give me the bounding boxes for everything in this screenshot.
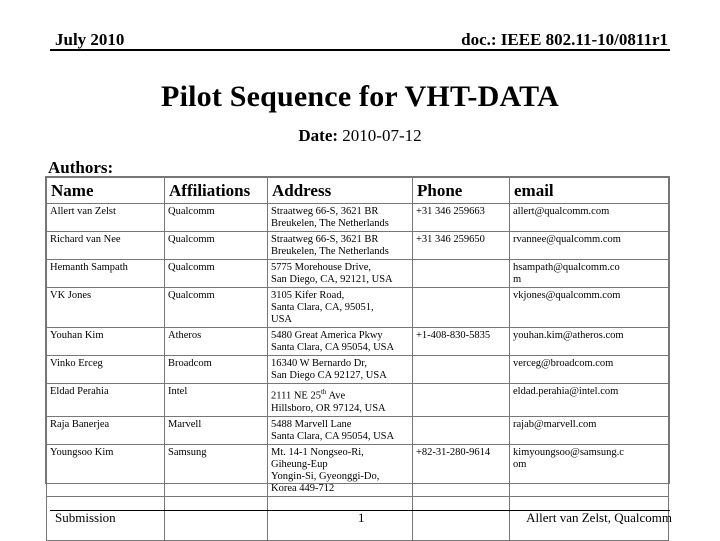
address-line: USA — [271, 314, 293, 325]
slide-date — [0, 126, 720, 146]
address-line: 5488 Marvell Lane — [271, 418, 352, 430]
address-line: Mt. 14-1 Nongseo-Ri, — [271, 446, 364, 458]
footer-submission: Submission — [55, 510, 116, 525]
email-line: youhan.kim@atheros.com — [513, 330, 624, 341]
table-header-row — [47, 178, 669, 204]
column-header-affiliations: Affiliations — [165, 178, 268, 204]
table-row — [47, 384, 669, 417]
author-affiliation-cell: Samsung — [165, 444, 268, 496]
address-line: Hillsboro, OR 97124, USA — [271, 402, 386, 414]
author-name-cell: Raja Banerjea — [47, 416, 165, 444]
author-phone-cell — [413, 288, 510, 328]
table-row — [47, 260, 669, 288]
column-header-phone: Phone — [413, 178, 510, 204]
author-affiliation-cell: Qualcomm — [165, 204, 268, 232]
address-line: Korea 449-712 — [271, 482, 335, 494]
empty-cell — [413, 496, 510, 540]
author-address-cell — [268, 444, 413, 496]
table-row — [47, 356, 669, 384]
table-row — [47, 232, 669, 260]
author-affiliation-cell: Marvell — [165, 416, 268, 444]
author-phone-cell — [413, 416, 510, 444]
table-row — [47, 444, 669, 496]
author-phone-cell: +31 346 259650 — [413, 232, 510, 260]
author-address-cell — [268, 204, 413, 232]
address-line: Breukelen, The Netherlands — [271, 218, 389, 229]
empty-cell — [268, 496, 413, 540]
author-email-cell — [510, 444, 669, 496]
email-line: verceg@broadcom.com — [513, 358, 614, 369]
author-email-cell — [510, 328, 669, 356]
address-line: Straatweg 66-S, 3621 BR — [271, 234, 379, 245]
column-header-email: email — [510, 178, 669, 204]
email-line: om — [513, 458, 527, 470]
empty-cell — [165, 496, 268, 540]
author-phone-cell: +31 346 259663 — [413, 204, 510, 232]
email-line: kimyoungsoo@samsung.c — [513, 446, 624, 458]
email-line: m — [513, 274, 522, 285]
author-address-cell — [268, 288, 413, 328]
table-row — [47, 416, 669, 444]
email-line: rvannee@qualcomm.com — [513, 234, 621, 245]
author-email-cell — [510, 204, 669, 232]
author-address-cell — [268, 356, 413, 384]
column-header-address: Address — [268, 178, 413, 204]
address-line: 16340 W Bernardo Dr, — [271, 358, 368, 369]
table-row — [47, 328, 669, 356]
author-name-cell: Hemanth Sampath — [47, 260, 165, 288]
author-phone-cell — [413, 260, 510, 288]
author-affiliation-cell: Intel — [165, 384, 268, 417]
author-affiliation-cell: Qualcomm — [165, 260, 268, 288]
email-line: hsampath@qualcomm.co — [513, 262, 620, 273]
address-line: San Diego CA 92127, USA — [271, 370, 387, 381]
address-line: Santa Clara, CA 95054, USA — [271, 430, 395, 442]
author-name-cell: Allert van Zelst — [47, 204, 165, 232]
authors-table — [46, 177, 669, 541]
author-name-cell: Youngsoo Kim — [47, 444, 165, 496]
table-row — [47, 288, 669, 328]
author-email-cell — [510, 232, 669, 260]
address-line: Giheung-Eup — [271, 458, 328, 470]
author-name-cell: Youhan Kim — [47, 328, 165, 356]
author-affiliation-cell: Qualcomm — [165, 232, 268, 260]
author-affiliation-cell: Broadcom — [165, 356, 268, 384]
address-line: 5775 Morehouse Drive, — [271, 262, 372, 273]
email-line: allert@qualcomm.com — [513, 206, 610, 217]
address-line: 2111 NE 25th Ave — [271, 388, 346, 402]
authors-label: Authors: — [48, 158, 114, 177]
footer-page-number: 1 — [358, 510, 365, 525]
author-email-cell — [510, 356, 669, 384]
author-name-cell: Richard van Nee — [47, 232, 165, 260]
column-header-name: Name — [47, 178, 165, 204]
footer-author: Allert van Zelst, Qualcomm — [526, 510, 672, 525]
author-address-cell — [268, 260, 413, 288]
table-row — [47, 204, 669, 232]
author-address-cell — [268, 416, 413, 444]
address-line: Breukelen, The Netherlands — [271, 246, 389, 257]
address-line: 3105 Kifer Road, — [271, 290, 345, 301]
ordinal-suffix: th — [320, 388, 327, 396]
email-line: eldad.perahia@intel.com — [513, 386, 619, 397]
author-address-cell — [268, 232, 413, 260]
author-phone-cell — [413, 356, 510, 384]
author-affiliation-cell: Qualcomm — [165, 288, 268, 328]
authors-table-frame — [45, 176, 670, 494]
header-divider — [50, 49, 670, 51]
address-line: Straatweg 66-S, 3621 BR — [271, 206, 379, 217]
slide-title: Pilot Sequence for VHT-DATA — [161, 80, 559, 113]
author-name-cell: Vinko Erceg — [47, 356, 165, 384]
author-email-cell — [510, 260, 669, 288]
address-line: Santa Clara, CA 95054, USA — [271, 342, 395, 353]
author-affiliation-cell: Atheros — [165, 328, 268, 356]
author-phone-cell: +1-408-830-5835 — [413, 328, 510, 356]
author-email-cell — [510, 384, 669, 417]
address-line: Yongin-Si, Gyeonggi-Do, — [271, 470, 380, 482]
author-email-cell — [510, 416, 669, 444]
author-phone-cell — [413, 384, 510, 417]
author-name-cell: VK Jones — [47, 288, 165, 328]
email-line: rajab@marvell.com — [513, 418, 597, 430]
author-address-cell — [268, 384, 413, 417]
date-label: Date: — [298, 126, 339, 145]
address-line: Santa Clara, CA, 95051, — [271, 302, 374, 313]
author-phone-cell: +82-31-280-9614 — [413, 444, 510, 496]
email-line: vkjones@qualcomm.com — [513, 290, 621, 301]
header-date: July 2010 — [55, 30, 125, 49]
author-email-cell — [510, 288, 669, 328]
header-doc-id: doc.: IEEE 802.11-10/0811r1 — [461, 30, 668, 49]
author-address-cell — [268, 328, 413, 356]
date-value: 2010-07-12 — [342, 126, 422, 145]
authors-table-body — [47, 204, 669, 541]
address-line: San Diego, CA, 92121, USA — [271, 274, 393, 285]
address-line: 5480 Great America Pkwy — [271, 330, 383, 341]
author-name-cell: Eldad Perahia — [47, 384, 165, 417]
